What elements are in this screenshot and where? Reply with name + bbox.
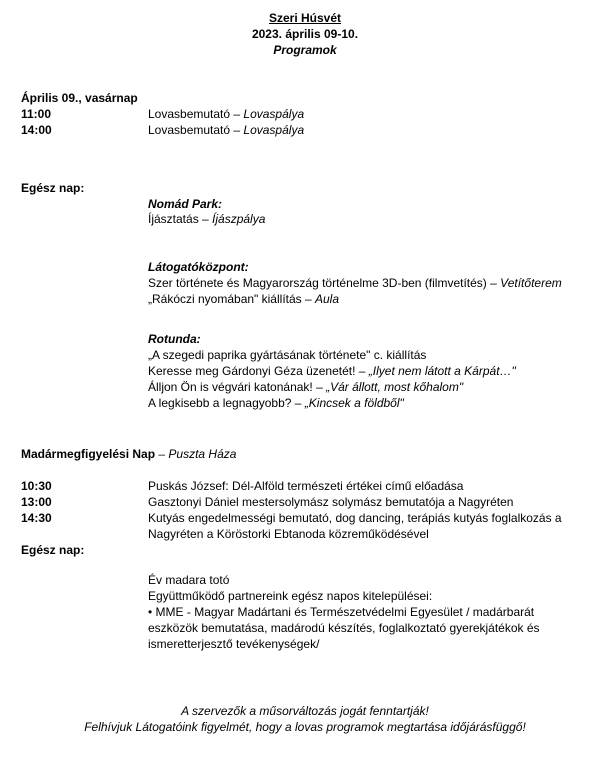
event-time: 13:00 — [21, 495, 52, 509]
bird-day-title: Madármegfigyelési Nap — [21, 447, 156, 461]
allday-line: Együttműködő partnereink egész napos kitelepülései: — [148, 589, 433, 603]
allday-line: eszközök bemutatása, madárodú készítés, foglalkoztató gyerekjátékok és — [148, 621, 540, 635]
program-text: Szer története és Magyarország történelme 3D-ben (filmvetítés) – — [148, 276, 501, 290]
program-title: „Ilyet nem látott a Kárpát…" — [368, 364, 516, 378]
program-line — [148, 395, 404, 411]
program-place: Vetítőterem — [500, 276, 562, 290]
program-line — [148, 291, 339, 307]
program-text: Álljon Ön is végvári katonának! – — [148, 380, 327, 394]
section-title-rotunda: Rotunda: — [148, 332, 201, 346]
event-time: 14:00 — [21, 123, 52, 137]
day-heading: Április 09., vasárnap — [21, 91, 138, 105]
footer-warning: Felhívjuk Látogatóink figyelmét, hogy a lovas programok megtartása időjárásfüggő! — [84, 720, 526, 734]
program-line — [148, 379, 463, 395]
program-place: Íjászpálya — [212, 212, 266, 226]
bird-day-place: – Puszta Háza — [155, 447, 237, 461]
event-description-continued: Nagyréten a Köröstorki Ebtanoda közreműködésével — [148, 527, 429, 541]
document-subtitle: Programok — [273, 43, 337, 57]
section-title-nomad-park: Nomád Park: — [148, 197, 223, 211]
program-title: „Kincsek a földből" — [304, 396, 404, 410]
event-description — [148, 122, 304, 138]
program-line — [148, 275, 562, 291]
event-description: Gasztonyi Dániel mestersolymász solymász bemutatója a Nagyréten — [148, 495, 514, 509]
allday-line: ismeretterjesztő tevékenységek/ — [148, 637, 320, 651]
bird-day-heading — [21, 446, 236, 462]
event-name: Lovasbemutató – — [148, 123, 244, 137]
program-text: A legkisebb a legnagyobb? – — [148, 396, 305, 410]
allday-line: Év madara totó — [148, 573, 230, 587]
allday-label: Egész nap: — [21, 181, 85, 195]
document-title: Szeri Húsvét — [268, 11, 342, 25]
program-place: Aula — [315, 292, 340, 306]
event-time: 14:30 — [21, 511, 52, 525]
program-text: Íjásztatás – — [148, 212, 213, 226]
event-description — [148, 106, 304, 122]
document-dates: 2023. április 09-10. — [251, 27, 359, 41]
event-name: Lovasbemutató – — [148, 107, 244, 121]
section-title-visitor-center: Látogatóközpont: — [148, 260, 249, 274]
event-description: Puskás József: Dél-Alföld természeti értékei című előadása — [148, 479, 464, 493]
allday-label: Egész nap: — [21, 543, 85, 557]
program-text: „Rákóczi nyomában" kiállítás – — [148, 292, 315, 306]
program-line: „A szegedi paprika gyártásának története" c. kiállítás — [148, 348, 427, 362]
event-place: Lovaspálya — [243, 107, 305, 121]
program-text: Keresse meg Gárdonyi Géza üzenetét! – — [148, 364, 369, 378]
allday-line: • MME - Magyar Madártani és Természetvédelmi Egyesület / madárbarát — [148, 605, 535, 619]
footer-note: A szervezők a műsorváltozás jogát fenntartják! — [181, 704, 429, 718]
event-time: 11:00 — [21, 107, 52, 121]
program-line — [148, 211, 265, 227]
program-line — [148, 363, 516, 379]
program-title: „Vár állott, most kőhalom" — [326, 380, 464, 394]
event-time: 10:30 — [21, 479, 52, 493]
event-place: Lovaspálya — [243, 123, 305, 137]
event-description: Kutyás engedelmességi bemutató, dog dancing, terápiás kutyás foglalkozás a — [148, 511, 562, 525]
